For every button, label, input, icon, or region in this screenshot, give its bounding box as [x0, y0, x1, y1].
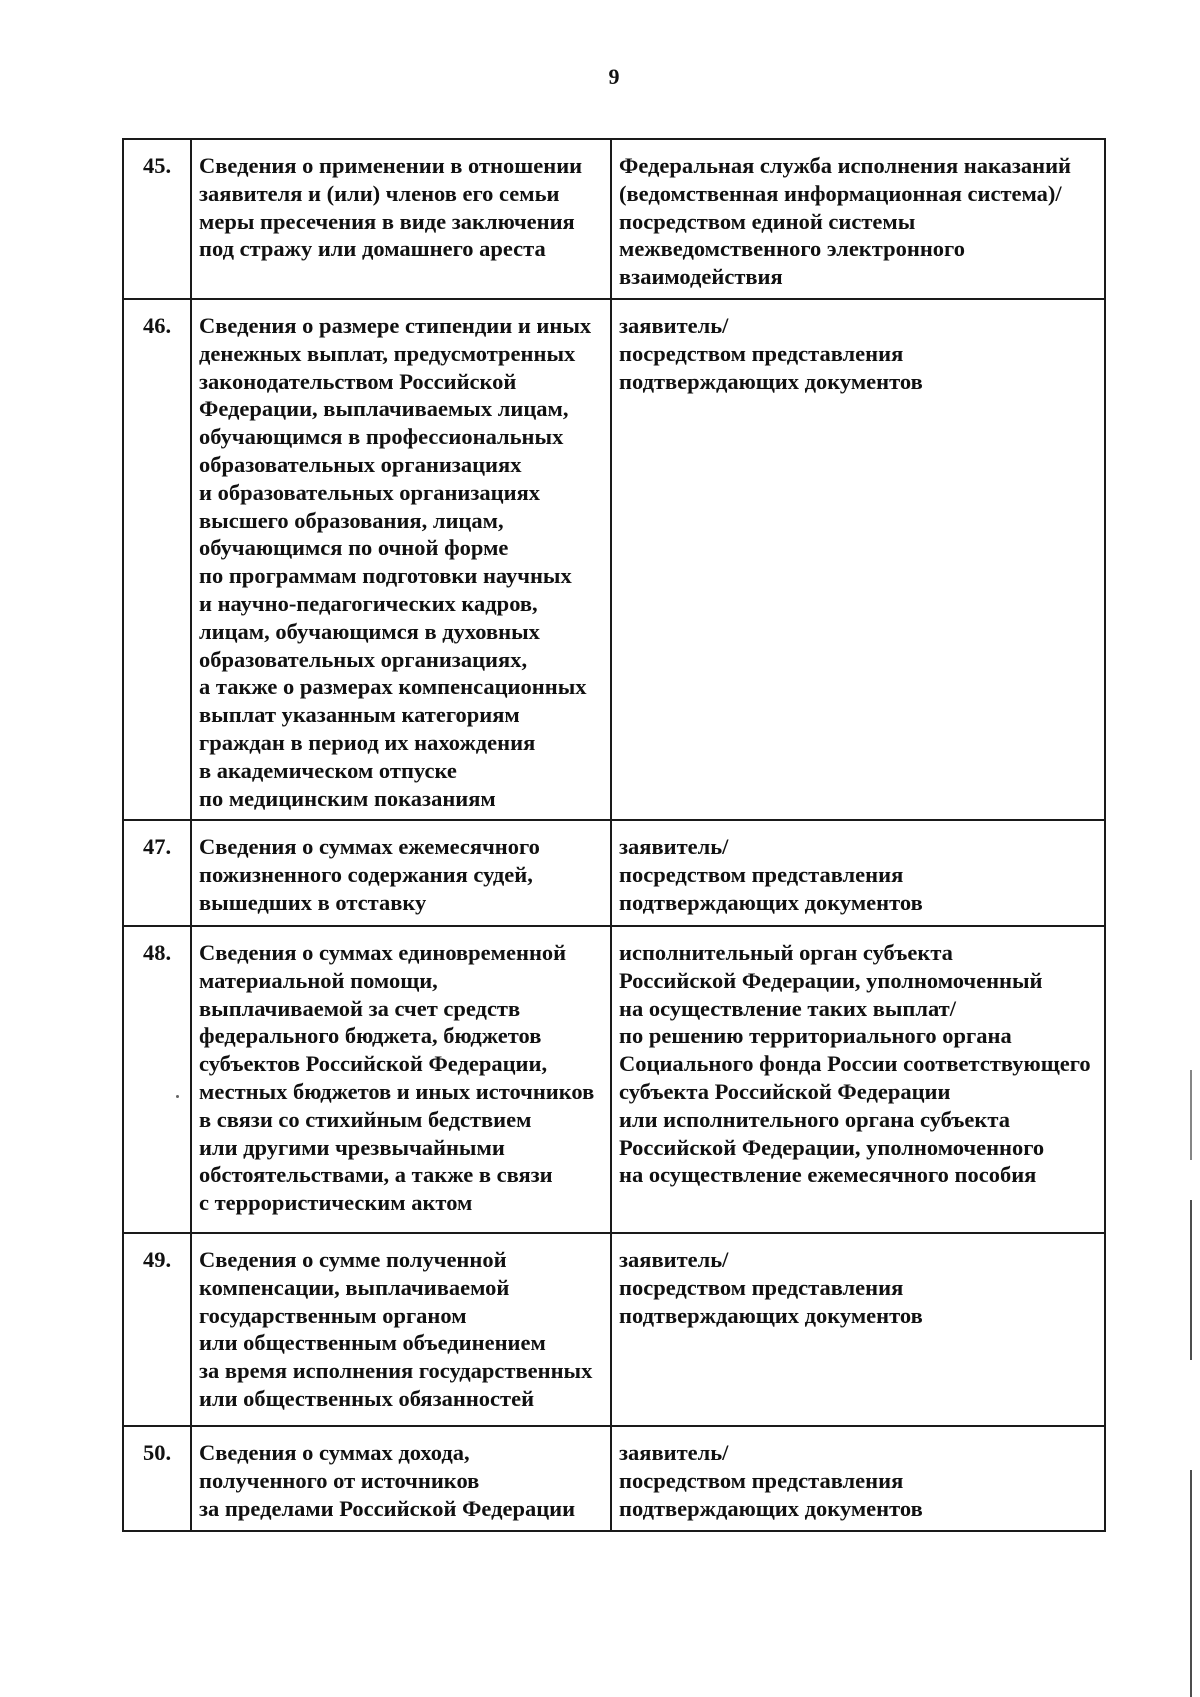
info-cell: Сведения о суммах дохода, полученного от источников за пределами Российской Федерации — [191, 1426, 611, 1531]
scan-edge-mark — [1190, 1200, 1192, 1360]
scan-edge-mark — [1190, 1470, 1192, 1697]
table-row — [123, 1426, 1105, 1531]
scan-edge-mark — [1190, 1070, 1192, 1160]
source-cell: исполнительный орган субъекта Российской Федерации, уполномоченный на осуществление таких выплат/ по решению территориального органа Социального фонда России соответствующего субъекта Российской Федерации или исполнительного органа субъекта Российской Федерации, уполномоченного на осуществление ежемесячного пособия — [611, 926, 1105, 1233]
source-cell: заявитель/ посредством представления подтверждающих документов — [611, 820, 1105, 926]
source-cell: заявитель/ посредством представления подтверждающих документов — [611, 1233, 1105, 1426]
records-table — [122, 138, 1106, 1532]
row-number: 46. — [123, 299, 191, 820]
info-cell: Сведения о суммах ежемесячного пожизненного содержания судей, вышедших в отставку — [191, 820, 611, 926]
row-number: 50. — [123, 1426, 191, 1531]
info-cell: Сведения о применении в отношении заявителя и (или) членов его семьи меры пресечения в виде заключения под стражу или домашнего ареста — [191, 139, 611, 299]
source-cell: Федеральная служба исполнения наказаний (ведомственная информационная система)/ посредством единой системы межведомственного электронного взаимодействия — [611, 139, 1105, 299]
info-cell: Сведения о суммах единовременной материальной помощи, выплачиваемой за счет средств федерального бюджета, бюджетов субъектов Российской Федерации, местных бюджетов и иных источников в связи со стихийным бедствием или другими чрезвычайными обстоятельствами, а также в связи с террористическим актом — [191, 926, 611, 1233]
source-cell: заявитель/ посредством представления подтверждающих документов — [611, 299, 1105, 820]
info-cell: Сведения о сумме полученной компенсации, выплачиваемой государственным органом или общественным объединением за время исполнения государственных или общественных обязанностей — [191, 1233, 611, 1426]
info-cell: Сведения о размере стипендии и иных денежных выплат, предусмотренных законодательством Российской Федерации, выплачиваемых лицам, обучающимся в профессиональных образовательных организациях и образовательных организациях высшего образования, лицам, обучающимся по очной форме по программам подготовки научных и научно-педагогических кадров, лицам, обучающимся в духовных образовательных организациях, а также о размерах компенсационных выплат указанным категориям граждан в период их нахождения в академическом отпуске по медицинским показаниям — [191, 299, 611, 820]
table-row — [123, 820, 1105, 926]
table-row — [123, 299, 1105, 820]
row-number: 48. — [123, 926, 191, 1233]
table-row — [123, 1233, 1105, 1426]
row-number: 49. — [123, 1233, 191, 1426]
scan-dot — [176, 1095, 179, 1098]
row-number: 47. — [123, 820, 191, 926]
table-row — [123, 139, 1105, 299]
source-cell: заявитель/ посредством представления подтверждающих документов — [611, 1426, 1105, 1531]
row-number: 45. — [123, 139, 191, 299]
table-row — [123, 926, 1105, 1233]
page-number: 9 — [608, 64, 620, 89]
